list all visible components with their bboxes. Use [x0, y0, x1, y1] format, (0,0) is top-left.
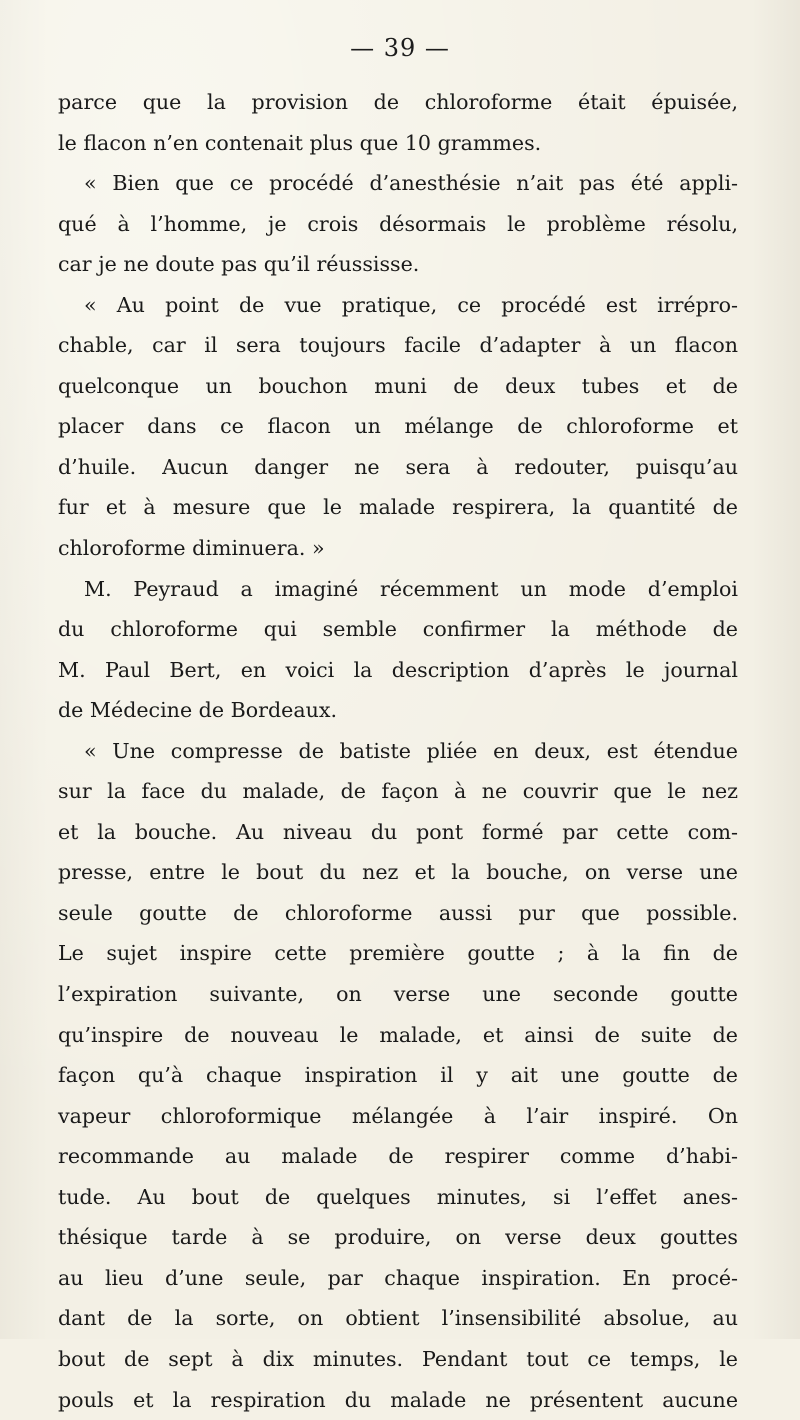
- text-line: parce que la provision de chloroforme était épuisée,: [58, 82, 738, 123]
- text-line: qu’inspire de nouveau le malade, et ainsi de suite de: [58, 1015, 738, 1056]
- text-line: le flacon n’en contenait plus que 10 grammes.: [58, 123, 738, 164]
- text-line: recommande au malade de respirer comme d’habi-: [58, 1136, 738, 1177]
- text-line: pouls et la respiration du malade ne présentent aucune: [58, 1380, 738, 1420]
- text-line: fur et à mesure que le malade respirera, la quantité de: [58, 487, 738, 528]
- text-line: « Au point de vue pratique, ce procédé est irrépro-: [58, 285, 738, 326]
- text-line: qué à l’homme, je crois désormais le problème résolu,: [58, 204, 738, 245]
- text-line: au lieu d’une seule, par chaque inspiration. En procé-: [58, 1258, 738, 1299]
- text-line: M. Peyraud a imaginé récemment un mode d’emploi: [58, 569, 738, 610]
- body-text: [58, 82, 738, 1420]
- text-line: « Bien que ce procédé d’anesthésie n’ait pas été appli-: [58, 163, 738, 204]
- text-line: du chloroforme qui semble confirmer la méthode de: [58, 609, 738, 650]
- text-line: l’expiration suivante, on verse une seconde goutte: [58, 974, 738, 1015]
- text-line: placer dans ce flacon un mélange de chloroforme et: [58, 406, 738, 447]
- text-line: bout de sept à dix minutes. Pendant tout ce temps, le: [58, 1339, 738, 1380]
- text-line: de Médecine de Bordeaux.: [58, 690, 738, 731]
- text-line: seule goutte de chloroforme aussi pur que possible.: [58, 893, 738, 934]
- text-line: d’huile. Aucun danger ne sera à redouter, puisqu’au: [58, 447, 738, 488]
- text-line: « Une compresse de batiste pliée en deux, est étendue: [58, 731, 738, 772]
- text-line: M. Paul Bert, en voici la description d’après le journal: [58, 650, 738, 691]
- text-line: dant de la sorte, on obtient l’insensibilité absolue, au: [58, 1298, 738, 1339]
- text-line: presse, entre le bout du nez et la bouche, on verse une: [58, 852, 738, 893]
- text-line: et la bouche. Au niveau du pont formé par cette com-: [58, 812, 738, 853]
- page-number: — 39 —: [0, 34, 800, 62]
- text-line: chloroforme diminuera. »: [58, 528, 738, 569]
- text-line: car je ne doute pas qu’il réussisse.: [58, 244, 738, 285]
- text-line: Le sujet inspire cette première goutte ; à la fin de: [58, 933, 738, 974]
- text-line: façon qu’à chaque inspiration il y ait une goutte de: [58, 1055, 738, 1096]
- text-line: thésique tarde à se produire, on verse deux gouttes: [58, 1217, 738, 1258]
- text-line: chable, car il sera toujours facile d’adapter à un flacon: [58, 325, 738, 366]
- text-line: vapeur chloroformique mélangée à l’air inspiré. On: [58, 1096, 738, 1137]
- text-line: quelconque un bouchon muni de deux tubes et de: [58, 366, 738, 407]
- text-line: tude. Au bout de quelques minutes, si l’effet anes-: [58, 1177, 738, 1218]
- text-line: sur la face du malade, de façon à ne couvrir que le nez: [58, 771, 738, 812]
